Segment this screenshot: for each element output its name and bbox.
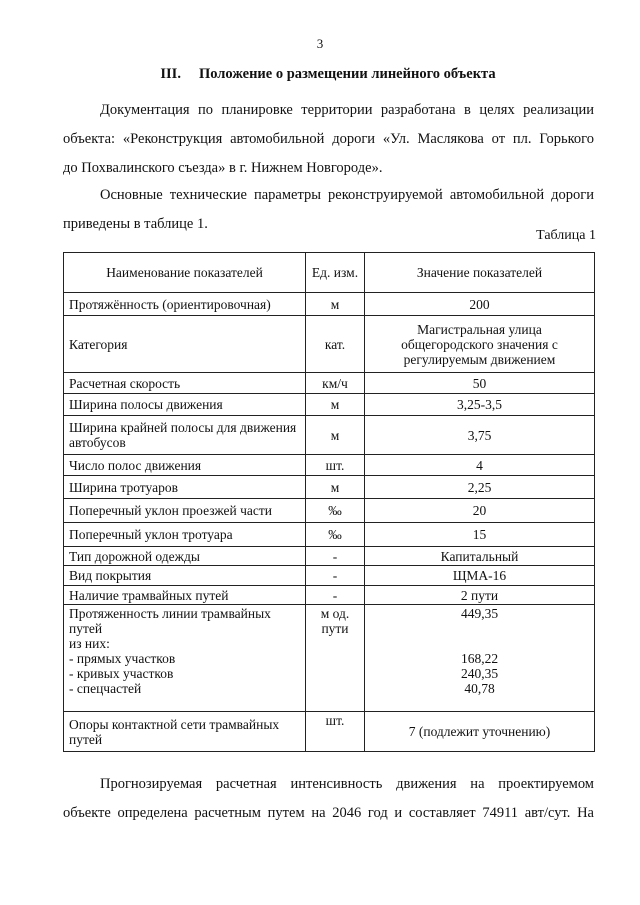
row-name: Ширина крайней полосы для движения автобусов	[64, 416, 306, 455]
paragraph-line: объекте определена расчетным путем на 2046 год и составляет 74911 авт/сут. На	[63, 805, 594, 821]
row-name: Опоры контактной сети трамвайных путей	[64, 712, 306, 752]
header-name: Наименование показателей	[64, 253, 306, 293]
row-name: Вид покрытия	[64, 566, 306, 586]
row-unit: -	[306, 586, 365, 605]
paragraph-line: до Похвалинского съезда» в г. Нижнем Новгороде».	[63, 160, 383, 176]
row-unit: м од. пути	[306, 605, 365, 712]
table-header-row	[64, 253, 595, 293]
table-caption: Таблица 1	[536, 228, 596, 243]
header-value: Значение показателей	[365, 253, 595, 293]
row-unit: кат.	[306, 316, 365, 373]
row-name: Категория	[64, 316, 306, 373]
table-row	[64, 605, 595, 712]
row-unit: ‰	[306, 523, 365, 547]
table-row	[64, 547, 595, 566]
paragraph-traffic	[63, 770, 594, 828]
row-value: 449,35 168,22 240,35 40,78	[365, 605, 595, 712]
row-value: 7 (подлежит уточнению)	[365, 712, 595, 752]
row-value: 3,75	[365, 416, 595, 455]
row-value: 15	[365, 523, 595, 547]
table-row	[64, 586, 595, 605]
row-unit: -	[306, 566, 365, 586]
table-row	[64, 416, 595, 455]
row-value: 3,25-3,5	[365, 394, 595, 416]
section-title: Положение о размещении линейного объекта	[198, 66, 496, 82]
row-unit: м	[306, 416, 365, 455]
row-unit: ‰	[306, 499, 365, 523]
row-name: Ширина тротуаров	[64, 476, 306, 499]
row-unit: шт.	[306, 455, 365, 476]
row-name: Тип дорожной одежды	[64, 547, 306, 566]
table-row	[64, 455, 595, 476]
row-value: ЩМА-16	[365, 566, 595, 586]
header-unit: Ед. изм.	[306, 253, 365, 293]
row-value: 2 пути	[365, 586, 595, 605]
row-value: 200	[365, 293, 595, 316]
table-row	[64, 712, 595, 752]
row-unit: км/ч	[306, 373, 365, 394]
table-row	[64, 373, 595, 394]
section-heading	[63, 66, 593, 83]
row-name: Протяженность линии трамвайных путей из них: - прямых участков - кривых участков - спецчастей	[64, 605, 306, 712]
row-value: 50	[365, 373, 595, 394]
row-value: Капитальный	[365, 547, 595, 566]
row-value: 4	[365, 455, 595, 476]
row-unit: -	[306, 547, 365, 566]
paragraph-parameters	[63, 181, 594, 239]
table-row	[64, 316, 595, 373]
row-unit: м	[306, 293, 365, 316]
row-name: Поперечный уклон проезжей части	[64, 499, 306, 523]
paragraph-documentation	[63, 96, 594, 183]
page-number: 3	[316, 36, 324, 51]
row-name: Протяжённость (ориентировочная)	[64, 293, 306, 316]
row-name: Поперечный уклон тротуара	[64, 523, 306, 547]
row-name: Расчетная скорость	[64, 373, 306, 394]
paragraph-line: Документация по планировке территории разработана в целях реализации	[100, 102, 594, 118]
table-row	[64, 293, 595, 316]
paragraph-line: Прогнозируемая расчетная интенсивность движения на проектируемом	[100, 776, 594, 792]
table-row	[64, 394, 595, 416]
row-name: Ширина полосы движения	[64, 394, 306, 416]
row-unit: м	[306, 394, 365, 416]
section-number: III.	[160, 66, 181, 82]
table-row	[64, 476, 595, 499]
paragraph-line: Основные технические параметры реконструируемой автомобильной дороги	[100, 187, 594, 203]
paragraph-line: объекта: «Реконструкция автомобильной дороги «Ул. Маслякова от пл. Горького	[63, 131, 594, 147]
paragraph-line: приведены в таблице 1.	[63, 216, 208, 232]
row-value: 20	[365, 499, 595, 523]
row-unit: м	[306, 476, 365, 499]
table-row	[64, 499, 595, 523]
row-value: 2,25	[365, 476, 595, 499]
row-name: Число полос движения	[64, 455, 306, 476]
row-unit: шт.	[306, 712, 365, 752]
parameters-table	[63, 252, 595, 752]
row-name: Наличие трамвайных путей	[64, 586, 306, 605]
table-row	[64, 523, 595, 547]
table-row	[64, 566, 595, 586]
row-value: Магистральная улица общегородского значения с регулируемым движением	[365, 316, 595, 373]
